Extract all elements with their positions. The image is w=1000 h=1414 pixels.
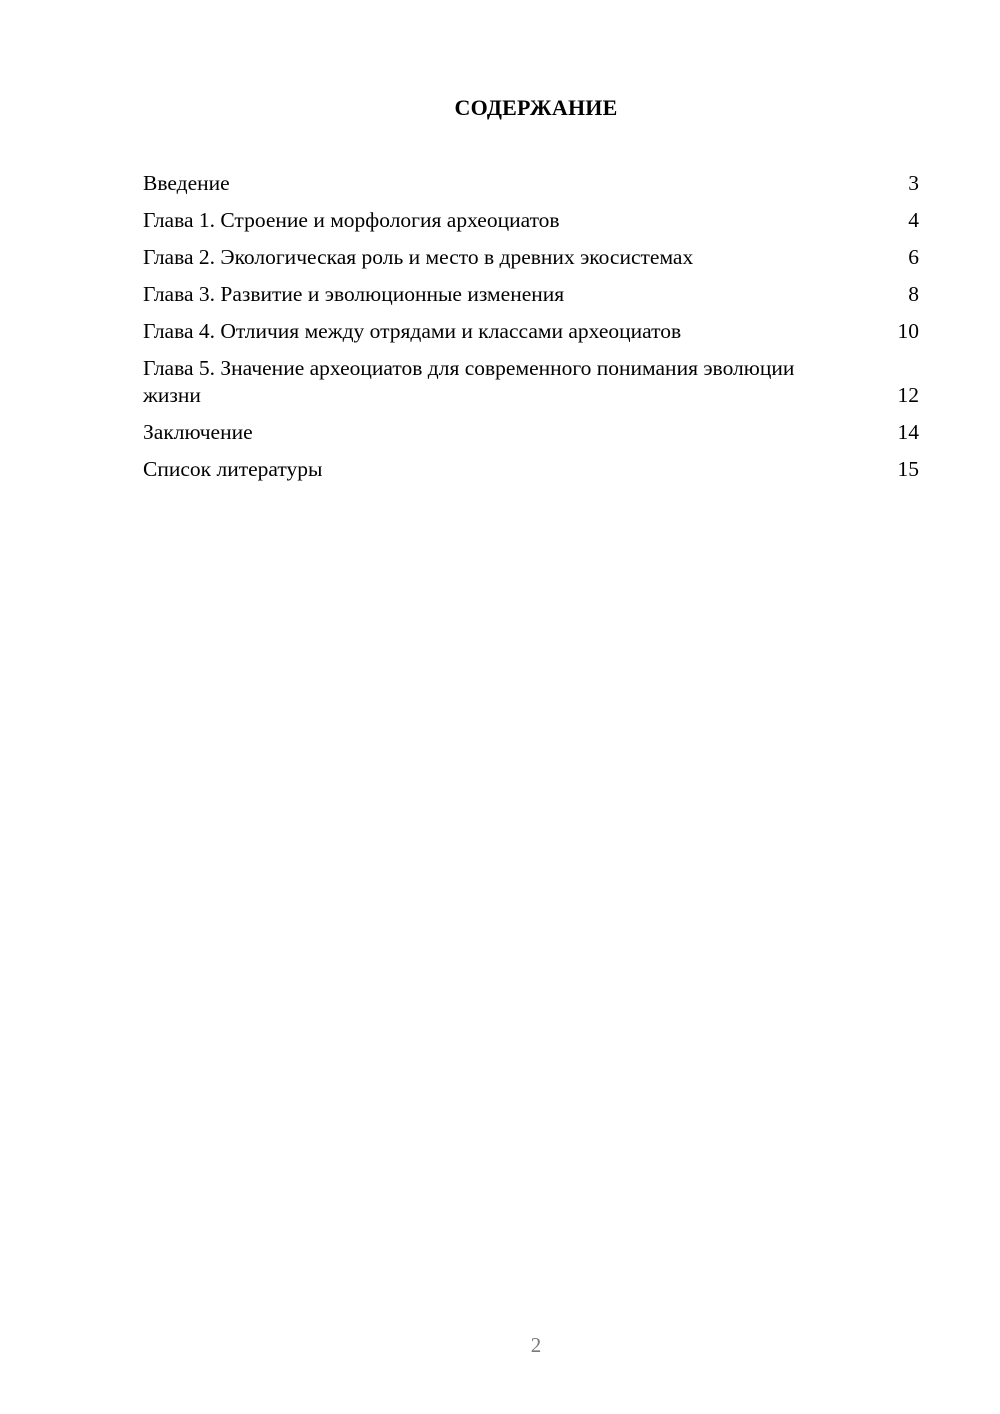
toc-entry-label: Глава 3. Развитие и эволюционные изменения [143,282,565,306]
toc-entry-chapter-5 [143,355,919,409]
toc-entry-chapter-2 [143,244,919,271]
toc-entry-label: Заключение [143,420,253,444]
toc-entry-chapter-4 [143,318,919,345]
toc-entry-page: 14 [897,420,919,444]
toc-entry-chapter-1 [143,207,919,234]
toc-entry-references [143,456,919,483]
table-of-contents [143,170,919,493]
toc-entry-page: 3 [908,171,919,195]
toc-entry-page: 15 [897,457,919,481]
toc-entry-introduction [143,170,919,197]
toc-entry-chapter-3 [143,281,919,308]
toc-entry-page: 6 [908,245,919,269]
toc-entry-conclusion [143,419,919,446]
toc-entry-label: Глава 5. Значение археоциатов для современного понимания эволюции жизни [143,356,795,407]
toc-entry-label: Введение [143,171,230,195]
toc-entry-label: Глава 2. Экологическая роль и место в древних экосистемах [143,245,694,269]
toc-entry-page: 8 [908,282,919,306]
toc-entry-label: Глава 1. Строение и морфология археоциатов [143,208,560,232]
page-title: СОДЕРЖАНИЕ [454,95,618,120]
toc-entry-label: Список литературы [143,457,323,481]
toc-entry-page: 4 [908,208,919,232]
toc-entry-page: 10 [897,319,919,343]
toc-entry-page: 12 [897,383,919,407]
page-number: 2 [530,1333,542,1357]
toc-entry-label: Глава 4. Отличия между отрядами и классами археоциатов [143,319,682,343]
